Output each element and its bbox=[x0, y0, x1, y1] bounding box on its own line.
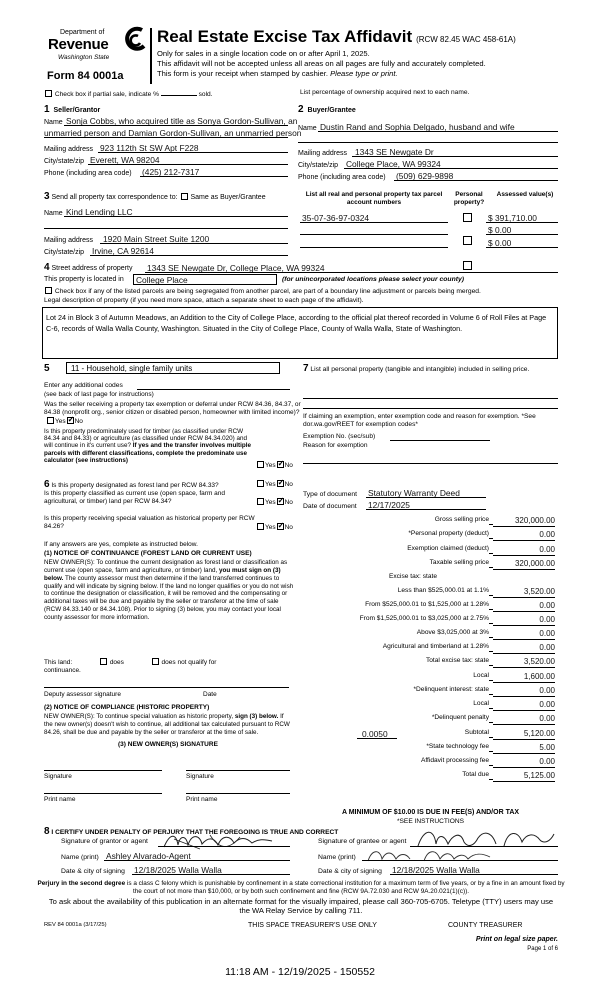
parcel-rule-2 bbox=[300, 234, 448, 235]
header-subtitle-3 bbox=[157, 69, 398, 78]
s6-note: If any answers are yes, complete as instructed below. bbox=[44, 541, 198, 548]
grantee-date-label: Date & city of signing bbox=[318, 868, 382, 875]
partial-sold-label: sold. bbox=[198, 91, 213, 98]
dor-dept-line3: Washington State bbox=[58, 54, 110, 61]
legal-description-text: Lot 24 in Block 3 of Autumn Meadows, an Addition to the City of College Place, according to the official plat thereof recorded in Volume 6 of Roll Files at Page C-6, records of Walla Walla County, Washington. Situated in the City of College Place, County of Walla Walla, State of Washington. bbox=[46, 313, 547, 334]
new-owner-sig-line-1[interactable] bbox=[44, 770, 162, 771]
tax-row bbox=[300, 516, 555, 527]
tax-row-value[interactable]: 1,600.00 bbox=[493, 672, 555, 683]
same-as-buyer-label: Same as Buyer/Grantee bbox=[190, 194, 266, 201]
seller-name-line1[interactable]: Sonja Cobbs, who acquired title as Sonya Gordon-Sullivan, an bbox=[66, 116, 298, 126]
tax-row bbox=[300, 743, 555, 754]
s6-q3-answer bbox=[256, 523, 293, 532]
buyer-city-rule bbox=[344, 168, 558, 169]
grantee-name-rule[interactable] bbox=[362, 860, 558, 861]
n2-title: (2) NOTICE OF COMPLIANCE (HISTORIC PROPERTY) bbox=[44, 704, 210, 711]
segregated-label: Check box if any of the listed parcels are being segregated from another parcel, are part of a boundary line adjustment or parcels being merged. bbox=[54, 288, 481, 295]
s6-q1-text: Is this property designated as forest land per RCW 84.33? bbox=[51, 482, 219, 489]
personal-property-rule-2[interactable] bbox=[303, 408, 558, 409]
new-owner-print-label-2: Print name bbox=[186, 796, 218, 803]
s6-q2-answer bbox=[256, 498, 293, 507]
correspondence-name-rule1 bbox=[64, 216, 288, 217]
tax-row-label: Local bbox=[473, 672, 489, 679]
doc-type-rule bbox=[366, 497, 486, 498]
s6-q2-text: Is this property classified as current use (open space, farm and agricultural, or timber) land per RCW 84.34? bbox=[44, 490, 226, 505]
segregated-row bbox=[44, 287, 481, 296]
tax-row-label: Gross selling price bbox=[434, 516, 489, 523]
correspondence-city-label: City/state/zip bbox=[44, 249, 85, 256]
buyer-name-rule2 bbox=[298, 142, 558, 143]
perjury-notice bbox=[36, 880, 566, 895]
s7-number: 7 bbox=[303, 363, 309, 374]
correspondence-label: Send all property tax correspondence to: bbox=[51, 194, 178, 201]
legal-description-box[interactable] bbox=[42, 307, 558, 359]
exemption-no-rule[interactable] bbox=[390, 440, 490, 441]
seller-name-label: Name bbox=[44, 119, 63, 126]
form-rcw: (RCW 82.45 WAC 458-61A) bbox=[416, 35, 516, 44]
s6-q3-yes-label: Yes bbox=[265, 524, 276, 531]
new-owner-sig-line-2[interactable] bbox=[186, 770, 290, 771]
add-codes-rule[interactable] bbox=[137, 389, 290, 390]
seller-phone-rule bbox=[140, 176, 288, 177]
county-treasurer-label: COUNTY TREASURER bbox=[448, 922, 523, 929]
tax-row bbox=[300, 771, 555, 782]
continuance-label: continuance. bbox=[44, 667, 81, 674]
s6-q1-answer bbox=[256, 480, 293, 489]
s6-q2-no-checkbox[interactable] bbox=[277, 498, 284, 505]
s5-q1-no-label: No bbox=[74, 417, 83, 425]
property-address-rule bbox=[145, 272, 558, 273]
located-select[interactable]: College Place bbox=[133, 274, 277, 285]
minimum-due-note: A MINIMUM OF $10.00 IS DUE IN FEE(S) AND/OR TAX bbox=[341, 809, 520, 816]
grantor-name-value[interactable]: Ashley Alvarado-Agent bbox=[106, 851, 191, 861]
n2-body-b: sign (3) below. bbox=[234, 713, 279, 720]
tax-row-label: Taxable selling price bbox=[429, 559, 489, 566]
buyer-phone-label: Phone (including area code) bbox=[298, 174, 386, 181]
s5-q1-yes-checkbox[interactable] bbox=[47, 417, 54, 424]
tax-row bbox=[300, 559, 555, 570]
n2-body-a: NEW OWNER(S): To continue special valuation as historic property, bbox=[44, 713, 234, 720]
partial-sale-label: Check box if partial sale, indicate % bbox=[54, 91, 159, 98]
form-number: Form 84 0001a bbox=[47, 70, 124, 82]
doc-type-label: Type of document bbox=[303, 491, 358, 498]
s6-q1-no-checkbox[interactable] bbox=[277, 480, 284, 487]
n1-body-b: you must sign on (3) below. bbox=[44, 566, 281, 582]
tax-row-value[interactable]: 320,000.00 bbox=[493, 516, 555, 527]
assessed-rule-3 bbox=[486, 247, 558, 248]
exemption-intro: If claiming an exemption, enter exemption code and reason for exemption. *See dor.wa.gov/REET for exemption codes* bbox=[303, 413, 536, 428]
tax-row-value[interactable]: 0.00 bbox=[493, 545, 555, 556]
this-land-row bbox=[44, 658, 216, 667]
section5-number: 5 bbox=[44, 363, 50, 374]
tax-row bbox=[300, 729, 555, 740]
tax-row-label: From $525,000.01 to $1,525,000 at 1.28% bbox=[365, 601, 489, 608]
tax-row-value[interactable]: 3,520.00 bbox=[493, 587, 555, 598]
grantor-name-label: Name (print) bbox=[61, 854, 99, 861]
tax-row-label: *Delinquent penalty bbox=[431, 714, 489, 721]
personal-property-checkbox-3[interactable] bbox=[463, 261, 472, 270]
exemption-reason-rule[interactable] bbox=[303, 463, 558, 464]
tax-row bbox=[300, 629, 555, 640]
assessed-value-2[interactable]: $ 0.00 bbox=[488, 225, 512, 235]
assessed-value-1[interactable]: $ 391,710.00 bbox=[488, 213, 537, 223]
s5-q1-text: Was the seller receiving a property tax exemption or deferral under RCW 84.36, 84.37, or 84.38 (nonprofit org., senior citizen or disabled person, homeowner with limited income)? bbox=[44, 401, 301, 416]
buyer-phone-rule bbox=[394, 180, 558, 181]
seller-phone-label: Phone (including area code) bbox=[44, 170, 132, 177]
legal-label: Legal description of property (if you need more space, attach a separate sheet to each page of the affidavit). bbox=[44, 297, 364, 304]
this-land-label: This land: bbox=[44, 659, 73, 666]
tax-row bbox=[300, 530, 555, 541]
tax-row-label: Excise tax: state bbox=[388, 573, 437, 580]
s6-q3-text: Is this property receiving special valuation as historical property per RCW 84.26? bbox=[44, 515, 255, 530]
tax-row bbox=[300, 587, 555, 598]
personal-property-rule-1[interactable] bbox=[303, 398, 558, 399]
header-subtitle-1: Only for sales in a single location code on or after April 1, 2025. bbox=[157, 49, 370, 58]
header-divider bbox=[150, 28, 152, 84]
tax-row bbox=[300, 757, 555, 768]
landuse-select[interactable] bbox=[66, 362, 280, 374]
tax-row-label: Agricultural and timberland at 1.28% bbox=[382, 643, 489, 650]
s6-q2-yes-label: Yes bbox=[265, 499, 276, 506]
tax-row-value[interactable]: 0.00 bbox=[493, 530, 555, 541]
tax-row bbox=[300, 601, 555, 612]
parcel-rule-3 bbox=[300, 247, 448, 248]
s6-q1-yes-label: Yes bbox=[265, 481, 276, 488]
s6-q3-no-label: No bbox=[284, 524, 293, 531]
tax-row-label: Total excise tax: state bbox=[425, 657, 489, 664]
property-address-label: Street address of property bbox=[51, 265, 133, 272]
buyer-city-value[interactable]: College Place, WA 99324 bbox=[346, 159, 441, 169]
buyer-heading-label: Buyer/Grantee bbox=[307, 107, 356, 114]
s5-q2-text: Is this property predominately used for timber (as classified under RCW 84.34 and 84.33) or agriculture (as classified under RCW 84.34.020) and will continue in it's current use? bbox=[44, 428, 248, 450]
tax-row-value[interactable]: 0.00 bbox=[493, 601, 555, 612]
assessed-rule-1 bbox=[486, 222, 558, 223]
tax-row bbox=[300, 700, 555, 711]
print-timestamp: 11:18 AM - 12/19/2025 - 150552 bbox=[225, 966, 375, 978]
same-as-buyer-checkbox[interactable] bbox=[181, 193, 188, 200]
buyer-name-value[interactable]: Dustin Rand and Sophia Delgado, husband and wife bbox=[320, 122, 515, 132]
tax-row-value[interactable]: 0.00 bbox=[493, 757, 555, 768]
correspondence-name-label: Name bbox=[44, 210, 63, 217]
treasurer-use-label: THIS SPACE TREASURER'S USE ONLY bbox=[248, 922, 377, 929]
grantee-date-rule bbox=[390, 874, 558, 875]
ownership-note: List percentage of ownership acquired next to each name. bbox=[300, 89, 470, 96]
s6-q1-no-label: No bbox=[284, 481, 293, 488]
exemption-reason-label: Reason for exemption bbox=[303, 442, 368, 449]
see-instructions: *SEE INSTRUCTIONS bbox=[396, 818, 465, 825]
property-address-row bbox=[44, 262, 132, 274]
form-title: Real Estate Excise Tax Affidavit bbox=[157, 27, 413, 46]
partial-percent-field[interactable] bbox=[161, 89, 197, 96]
new-owner-print-line-2[interactable] bbox=[186, 793, 290, 794]
seller-mail-value[interactable]: 923 112th St SW Apt F228 bbox=[100, 143, 199, 153]
n2-body-c: If the new owner(s) doesn't wish to continue, all additional tax calculated pursuant to RCW 84.26, shall be due and payable by the seller or transferor at the time of sale. bbox=[44, 713, 290, 736]
property-address-value[interactable]: 1343 SE Newgate Dr, College Place, WA 99324 bbox=[147, 263, 325, 273]
deputy-signature-label: Deputy assessor signature bbox=[44, 691, 121, 698]
tax-row bbox=[300, 643, 555, 654]
page-number: Page 1 of 6 bbox=[527, 946, 558, 952]
s6-q3-yes-checkbox[interactable] bbox=[257, 523, 264, 530]
rev-label: REV 84 0001a (3/17/25) bbox=[44, 922, 107, 928]
seller-phone-value[interactable]: (425) 212-7317 bbox=[142, 167, 200, 177]
deputy-signature-line[interactable] bbox=[44, 687, 289, 688]
tax-row-label: *State technology fee bbox=[426, 743, 489, 750]
does-label: does bbox=[109, 659, 124, 666]
seller-city-label: City/state/zip bbox=[44, 158, 85, 165]
seller-heading bbox=[44, 104, 100, 116]
seller-city-value[interactable]: Everett, WA 98204 bbox=[90, 155, 160, 165]
tax-row-value[interactable]: 0.00 bbox=[493, 629, 555, 640]
assessed-col-header: Assessed value(s) bbox=[496, 191, 554, 198]
perjury-bold: Perjury in the second degree bbox=[37, 880, 126, 887]
tax-row-value[interactable]: 0.00 bbox=[493, 714, 555, 725]
s5-q2-yes-checkbox[interactable] bbox=[257, 461, 264, 468]
dor-dept-line1: Department of bbox=[60, 29, 105, 36]
s6-number: 6 bbox=[44, 479, 50, 490]
personal-property-checkbox-1[interactable] bbox=[463, 213, 472, 222]
tax-row bbox=[300, 714, 555, 725]
tax-row-label: *Delinquent interest: state bbox=[413, 686, 489, 693]
tax-row-value[interactable]: 0.00 bbox=[493, 686, 555, 697]
grantor-date-value[interactable]: 12/18/2025 Walla Walla bbox=[134, 865, 222, 875]
tax-row-label: Total due bbox=[462, 771, 489, 778]
s6-q3-no-checkbox[interactable] bbox=[277, 523, 284, 530]
tax-row-value[interactable]: 320,000.00 bbox=[493, 559, 555, 570]
correspondence-heading bbox=[44, 191, 266, 203]
s5-q2-yes-label: Yes bbox=[265, 462, 276, 469]
correspondence-section-number: 3 bbox=[44, 191, 50, 202]
correspondence-name-value[interactable]: Kind Lending LLC bbox=[66, 207, 133, 217]
availability-notice: To ask about the availability of this publication in an alternate format for the visually impaired, please call 360-705-6705. Teletype (TTY) users may use the WA Relay Service by calling 711. bbox=[48, 897, 554, 916]
seller-mail-label: Mailing address bbox=[44, 146, 94, 153]
grantor-date-rule bbox=[132, 874, 290, 875]
buyer-mail-value[interactable]: 1343 SE Newgate Dr bbox=[355, 147, 434, 157]
correspondence-mail-label: Mailing address bbox=[44, 237, 94, 244]
n1-title: (1) NOTICE OF CONTINUANCE (FOREST LAND OR CURRENT USE) bbox=[44, 550, 252, 557]
correspondence-city-rule bbox=[90, 255, 288, 256]
parcel-col-header: List all real and personal property tax parcel account numbers bbox=[305, 191, 443, 206]
tax-row-label: Less than $525,000.01 at 1.1% bbox=[397, 587, 489, 594]
grantee-name-label: Name (print) bbox=[318, 854, 356, 861]
correspondence-city-value[interactable]: Irvine, CA 92614 bbox=[92, 246, 154, 256]
located-note: (for unincorporated locations please select your county) bbox=[282, 276, 465, 283]
doc-type-value[interactable]: Statutory Warranty Deed bbox=[368, 488, 460, 498]
n1-body-a: NEW OWNER(S): To continue the current designation as forest land or classification as current use (open space, farm and agriculture, or timber) land, bbox=[44, 559, 288, 574]
dor-swirl-icon bbox=[122, 26, 148, 54]
n2-body bbox=[44, 713, 294, 737]
grantee-sig-label: Signature of grantee or agent bbox=[318, 838, 407, 845]
assessed-value-3[interactable]: $ 0.00 bbox=[488, 238, 512, 248]
doc-date-rule bbox=[366, 509, 486, 510]
correspondence-name-rule2 bbox=[44, 228, 288, 229]
tax-row-value[interactable]: 5,125.00 bbox=[493, 771, 555, 782]
tax-row bbox=[300, 545, 555, 556]
add-codes-note: (see back of last page for instructions) bbox=[44, 391, 154, 398]
seller-city-rule bbox=[88, 164, 288, 165]
seller-name-rule2 bbox=[44, 137, 288, 138]
dor-dept-line2: Revenue bbox=[48, 36, 109, 53]
tax-row-label: *Personal property (deduct) bbox=[408, 530, 489, 537]
tax-row-label: Above $3,025,000 at 3% bbox=[416, 629, 489, 636]
local-rate-rule bbox=[357, 738, 397, 739]
buyer-mail-label: Mailing address bbox=[298, 150, 348, 157]
deputy-date-label: Date bbox=[203, 691, 217, 698]
buyer-name-rule1 bbox=[318, 131, 558, 132]
s6-q2-no-label: No bbox=[284, 499, 293, 506]
header-sub3-italic: Please type or print. bbox=[330, 69, 398, 78]
doc-date-label: Date of document bbox=[303, 503, 357, 510]
grantor-sig-rule[interactable] bbox=[158, 846, 290, 847]
n1-body-c: The county assessor must then determine if the land transferred continues to qualify and will indicate by signing below. If the land no longer qualifies or you do not wish to continue the designation or classification, it will be removed and the compensating or additional taxes will be due and payable by the seller or transferor at the time of sale (RCW 84.33.140 or 84.34.108). Prior to signing (3) below, you may contact your local county assessor for more information. bbox=[44, 574, 294, 622]
grantee-date-value[interactable]: 12/18/2025 Walla Walla bbox=[392, 865, 480, 875]
partial-sale-checkbox[interactable] bbox=[45, 90, 52, 97]
new-owner-print-line-1[interactable] bbox=[44, 793, 162, 794]
buyer-section-number: 2 bbox=[298, 104, 304, 115]
parcel-rule-1 bbox=[300, 222, 448, 223]
buyer-mail-rule bbox=[352, 156, 558, 157]
buyer-heading bbox=[298, 104, 356, 116]
correspondence-mail-value[interactable]: 1920 Main Street Suite 1200 bbox=[103, 234, 210, 244]
tax-row bbox=[300, 573, 555, 584]
dor-logo bbox=[44, 24, 148, 70]
seller-section-number: 1 bbox=[44, 104, 50, 115]
buyer-city-label: City/state/zip bbox=[298, 162, 339, 169]
seller-name-line2[interactable]: unmarried person and Damian Gordon-Sullivan, an unmarried person bbox=[44, 128, 302, 138]
tax-row-value[interactable]: 0.00 bbox=[493, 615, 555, 626]
personal-property-checkbox-2[interactable] bbox=[463, 236, 472, 245]
tax-row-value[interactable]: 0.00 bbox=[493, 643, 555, 654]
does-qualify-checkbox[interactable] bbox=[100, 658, 107, 665]
s5-q2-no-label: No bbox=[284, 462, 293, 469]
s5-q2-answer bbox=[256, 461, 293, 470]
tax-row-label: Exemption claimed (deduct) bbox=[407, 545, 489, 552]
tax-row bbox=[300, 672, 555, 683]
s8-number: 8 bbox=[44, 826, 50, 837]
landuse-value: 11 - Household, single family units bbox=[71, 364, 193, 373]
segregated-checkbox[interactable] bbox=[45, 287, 52, 294]
tax-row bbox=[300, 686, 555, 697]
tax-row-label: Local bbox=[473, 700, 489, 707]
s5-q2 bbox=[44, 428, 256, 464]
s5-q1-yes-label: Yes bbox=[55, 417, 66, 425]
local-rate-value[interactable]: 0.0050 bbox=[362, 729, 388, 739]
correspondence-mail-rule bbox=[100, 243, 288, 244]
does-not-qualify-checkbox[interactable] bbox=[152, 658, 159, 665]
tax-row-label: From $1,525,000.01 to $3,025,000 at 2.75% bbox=[359, 615, 489, 622]
seller-name-rule1 bbox=[64, 125, 288, 126]
tax-row bbox=[300, 615, 555, 626]
seller-heading-label: Seller/Grantor bbox=[53, 107, 101, 114]
doc-date-value[interactable]: 12/17/2025 bbox=[368, 500, 410, 510]
property-section-number: 4 bbox=[44, 262, 50, 273]
certify-text: I CERTIFY UNDER PENALTY OF PERJURY THAT THE FOREGOING IS TRUE AND CORRECT bbox=[51, 829, 339, 836]
s5-q1-no-checkbox[interactable] bbox=[67, 417, 74, 424]
buyer-phone-value[interactable]: (509) 629-9898 bbox=[396, 171, 454, 181]
new-owner-sig-label-1: Signature bbox=[44, 773, 72, 780]
new-owner-print-label-1: Print name bbox=[44, 796, 76, 803]
parcel-number-1[interactable]: 35-07-36-97-0324 bbox=[302, 213, 370, 223]
grantor-signature-image bbox=[160, 829, 280, 853]
s6-q1-yes-checkbox[interactable] bbox=[257, 480, 264, 487]
tax-row-value[interactable]: 3,520.00 bbox=[493, 657, 555, 668]
add-codes-label: Enter any additional codes bbox=[44, 382, 123, 389]
tax-row-value[interactable]: 5.00 bbox=[493, 743, 555, 754]
tax-row-label: Affidavit processing fee bbox=[420, 757, 489, 764]
personal-col-header: Personal property? bbox=[453, 191, 485, 206]
partial-sale-row bbox=[44, 89, 213, 99]
s7-label: List all personal property (tangible and intangible) included in selling price. bbox=[310, 366, 530, 373]
buyer-name-label: Name bbox=[298, 125, 317, 132]
located-label: This property is located in bbox=[44, 276, 124, 283]
seller-mail-rule bbox=[98, 152, 288, 153]
s5-q2-bold: If yes and the transfer involves multiple parcels with different classifications, complete the predominate use calculator (see instructions) bbox=[44, 442, 251, 464]
tax-row-value[interactable]: 0.00 bbox=[493, 700, 555, 711]
n1-body bbox=[44, 559, 294, 622]
tax-row-label: Subtotal bbox=[464, 729, 489, 736]
perjury-text: is a class C felony which is punishable by confinement in a state correctional institution for a maximum term of five years, or by a fine in an amount fixed by the court of not more than $10,000, or by both such confinement and fine (RCW 9A.72.030 and RCW 9A.20.021(1)(c)). bbox=[126, 880, 565, 895]
does-not-label: does not qualify for bbox=[161, 659, 217, 666]
exemption-no-label: Exemption No. (sec/sub) bbox=[303, 433, 376, 440]
tax-row-value[interactable]: 5,120.00 bbox=[493, 729, 555, 740]
s6-q2-yes-checkbox[interactable] bbox=[257, 498, 264, 505]
grantor-name-rule bbox=[104, 860, 290, 861]
form-title-row bbox=[157, 27, 516, 47]
legal-paper-note: Print on legal size paper. bbox=[475, 936, 558, 943]
assessed-rule-2 bbox=[486, 234, 558, 235]
n3-title: (3) NEW OWNER(S) SIGNATURE bbox=[118, 741, 218, 748]
new-owner-sig-label-2: Signature bbox=[186, 773, 214, 780]
grantee-name-handwriting bbox=[364, 847, 494, 865]
grantor-date-label: Date & city of signing bbox=[61, 868, 125, 875]
s5-q2-no-checkbox[interactable] bbox=[277, 461, 284, 468]
header-sub3-text: This form is your receipt when stamped by cashier. bbox=[157, 69, 328, 78]
tax-row bbox=[300, 657, 555, 668]
header-subtitle-2: This affidavit will not be accepted unless all areas on all pages are fully and accurately completed. bbox=[157, 59, 486, 68]
s7-header bbox=[303, 363, 558, 376]
s5-q1 bbox=[44, 401, 302, 425]
grantor-sig-label: Signature of grantor or agent bbox=[61, 838, 148, 845]
